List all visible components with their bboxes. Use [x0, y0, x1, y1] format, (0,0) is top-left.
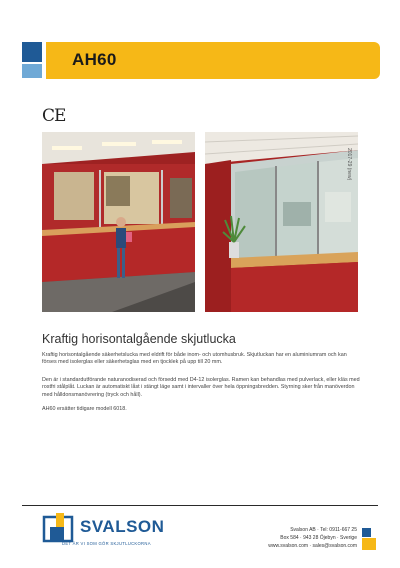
page-title: AH60: [72, 50, 117, 69]
office-window-photo: [205, 132, 358, 312]
photo-credit: 2017-29 (new): [346, 148, 352, 181]
bank-counter-photo: [42, 132, 195, 312]
ce-mark: CE: [42, 106, 66, 126]
footer-square-yellow: [362, 538, 376, 550]
paragraph-details: Den är i standardutförande naturanodiserad och försedd med D4-12 isolerglas. Ramen kan behandlas med pulverlack, eller kläs med rostfri stålplåt. Luckan är automatiskt låst i stängt läge samt i intervaller över hela öppningsbredden. Styrning sker från manöverdon med hålldonsmanövrering (tryck och håll).: [42, 377, 360, 398]
paragraph-intro: Kraftig horisontalgående säkerhetslucka med eldrift för både inom- och utomhusbruk. Skjutluckan har en aluminiumram och kan förses med isolerglas eller säkerhetsglas med en tjocklek på upp till 20 mm.: [42, 352, 347, 366]
footer-square-blue: [362, 528, 371, 537]
address-line: Svalson AB · Tel: 0911-667 25: [290, 527, 357, 533]
paragraph-replacement: AH60 ersätter tidigare modell 6018.: [42, 406, 127, 412]
section-heading: Kraftig horisontalgående skjutlucka: [42, 332, 236, 346]
footer-divider: [22, 505, 378, 506]
logo-wordmark: SVALSON: [80, 517, 165, 536]
header-square-light: [22, 64, 42, 78]
contact-line: www.svalson.com · sales@svalson.com: [268, 543, 357, 549]
address-line: Box 584 · 943 28 Öjebyn · Sverige: [280, 535, 357, 541]
logo-tagline: DET ÄR VI SOM GÖR SKJUTLUCKORNA: [62, 541, 151, 546]
header-square-dark: [22, 42, 42, 62]
